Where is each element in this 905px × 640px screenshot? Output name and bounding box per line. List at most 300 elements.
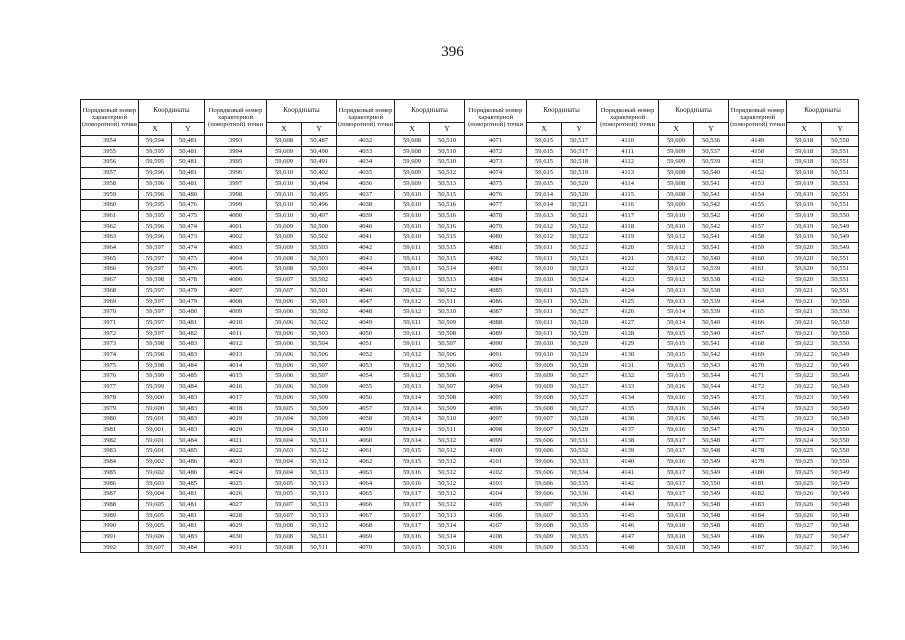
x-coordinate-cell: 59,606	[267, 307, 302, 318]
y-coordinate-cell: 50,541	[694, 178, 729, 189]
y-coordinate-cell: 50,483	[172, 403, 205, 414]
y-coordinate-cell: 50,550	[822, 210, 859, 221]
x-coordinate-cell: 59,615	[659, 350, 694, 361]
y-coordinate-cell: 50,512	[430, 478, 465, 489]
x-coordinate-cell: 59,609	[527, 542, 562, 553]
point-number-cell: 3960	[81, 200, 139, 211]
y-coordinate-cell: 50,527	[562, 307, 597, 318]
point-number-cell: 4159	[729, 243, 787, 254]
x-coordinate-cell: 59,610	[267, 210, 302, 221]
x-coordinate-cell: 59,617	[659, 446, 694, 457]
y-coordinate-cell: 50,483	[172, 392, 205, 403]
x-coordinate-cell: 59,610	[395, 232, 430, 243]
x-coordinate-cell: 59,601	[139, 435, 172, 446]
x-coordinate-cell: 59,618	[787, 168, 822, 179]
y-coordinate-cell: 50,510	[430, 157, 465, 168]
y-coordinate-cell: 50,501	[302, 296, 337, 307]
point-number-cell: 4154	[729, 189, 787, 200]
x-coordinate-cell: 59,620	[787, 264, 822, 275]
x-coordinate-cell: 59,623	[787, 392, 822, 403]
x-coordinate-cell: 59,610	[267, 178, 302, 189]
y-coordinate-cell: 50,522	[562, 243, 597, 254]
x-coordinate-cell: 59,607	[139, 542, 172, 553]
point-number-cell: 4133	[597, 382, 659, 393]
point-number-cell: 4042	[337, 243, 395, 254]
y-coordinate-cell: 50,490	[302, 146, 337, 157]
x-coordinate-cell: 59,605	[139, 510, 172, 521]
x-coordinate-cell: 59,625	[787, 478, 822, 489]
y-coordinate-cell: 50,550	[822, 317, 859, 328]
x-coordinate-cell: 59,604	[139, 489, 172, 500]
point-number-cell: 4046	[337, 285, 395, 296]
y-coordinate-cell: 50,509	[302, 392, 337, 403]
y-coordinate-cell: 50,548	[694, 510, 729, 521]
x-coordinate-cell: 59,610	[267, 189, 302, 200]
table-row	[81, 403, 859, 414]
point-number-cell: 4035	[337, 168, 395, 179]
point-number-cell: 4142	[597, 478, 659, 489]
x-coordinate-cell: 59,614	[395, 424, 430, 435]
point-number-cell: 4109	[465, 542, 527, 553]
table-row	[81, 136, 859, 147]
y-coordinate-cell: 50,551	[822, 146, 859, 157]
point-number-cell: 4083	[465, 264, 527, 275]
y-coordinate-cell: 50,503	[302, 253, 337, 264]
y-coordinate-cell: 50,481	[172, 146, 205, 157]
x-coordinate-cell: 59,619	[787, 232, 822, 243]
table-row	[81, 521, 859, 532]
table-row	[81, 157, 859, 168]
point-number-cell: 4128	[597, 328, 659, 339]
y-coordinate-cell: 50,548	[822, 499, 859, 510]
point-number-cell: 4023	[205, 457, 267, 468]
point-number-cell: 3976	[81, 371, 139, 382]
x-coordinate-cell: 59,617	[659, 489, 694, 500]
x-coordinate-cell: 59,626	[787, 499, 822, 510]
x-coordinate-cell: 59,609	[659, 157, 694, 168]
y-coordinate-cell: 50,541	[694, 232, 729, 243]
x-coordinate-cell: 59,606	[267, 360, 302, 371]
point-number-cell: 3963	[81, 232, 139, 243]
x-coordinate-cell: 59,620	[787, 243, 822, 254]
y-coordinate-cell: 50,523	[562, 253, 597, 264]
y-coordinate-cell: 50,551	[822, 157, 859, 168]
x-coordinate-cell: 59,609	[395, 157, 430, 168]
point-number-cell: 4185	[729, 521, 787, 532]
point-number-cell: 4024	[205, 467, 267, 478]
y-coordinate-cell: 50,550	[822, 435, 859, 446]
point-number-cell: 4091	[465, 350, 527, 361]
point-number-cell: 4013	[205, 350, 267, 361]
x-coordinate-cell: 59,606	[267, 317, 302, 328]
x-coordinate-cell: 59,614	[395, 403, 430, 414]
point-number-cell: 4137	[597, 424, 659, 435]
header-point-number: Порядковый номер характерной (поворотной) точки	[205, 100, 267, 136]
y-coordinate-cell: 50,549	[822, 467, 859, 478]
x-coordinate-cell: 59,615	[395, 446, 430, 457]
coordinates-table-wrapper	[80, 99, 850, 553]
point-number-cell: 4157	[729, 221, 787, 232]
x-coordinate-cell: 59,615	[395, 542, 430, 553]
y-coordinate-cell: 50,549	[822, 414, 859, 425]
y-coordinate-cell: 50,542	[694, 210, 729, 221]
point-number-cell: 4069	[337, 532, 395, 543]
x-coordinate-cell: 59,614	[659, 317, 694, 328]
y-coordinate-cell: 50,520	[562, 189, 597, 200]
x-coordinate-cell: 59,621	[787, 307, 822, 318]
x-coordinate-cell: 59,623	[787, 403, 822, 414]
x-coordinate-cell: 59,622	[787, 371, 822, 382]
point-number-cell: 4163	[729, 285, 787, 296]
x-coordinate-cell: 59,612	[395, 350, 430, 361]
x-coordinate-cell: 59,615	[527, 146, 562, 157]
x-coordinate-cell: 59,623	[787, 414, 822, 425]
y-coordinate-cell: 50,549	[822, 403, 859, 414]
point-number-cell: 3969	[81, 296, 139, 307]
y-coordinate-cell: 50,549	[822, 243, 859, 254]
table-row	[81, 189, 859, 200]
x-coordinate-cell: 59,608	[659, 168, 694, 179]
point-number-cell: 4082	[465, 253, 527, 264]
x-coordinate-cell: 59,607	[527, 424, 562, 435]
x-coordinate-cell: 59,622	[787, 382, 822, 393]
x-coordinate-cell: 59,621	[787, 285, 822, 296]
point-number-cell: 4099	[465, 435, 527, 446]
x-coordinate-cell: 59,609	[527, 532, 562, 543]
point-number-cell: 4008	[205, 296, 267, 307]
x-coordinate-cell: 59,609	[659, 136, 694, 147]
x-coordinate-cell: 59,609	[267, 146, 302, 157]
table-row	[81, 307, 859, 318]
y-coordinate-cell: 50,501	[302, 285, 337, 296]
point-number-cell: 4053	[337, 360, 395, 371]
y-coordinate-cell: 50,491	[302, 157, 337, 168]
y-coordinate-cell: 50,543	[694, 360, 729, 371]
y-coordinate-cell: 50,551	[822, 264, 859, 275]
point-number-cell: 3979	[81, 403, 139, 414]
y-coordinate-cell: 50,475	[172, 210, 205, 221]
x-coordinate-cell: 59,596	[139, 232, 172, 243]
x-coordinate-cell: 59,621	[787, 317, 822, 328]
x-coordinate-cell: 59,597	[139, 285, 172, 296]
x-coordinate-cell: 59,621	[787, 296, 822, 307]
point-number-cell: 3958	[81, 178, 139, 189]
y-coordinate-cell: 50,549	[694, 457, 729, 468]
y-coordinate-cell: 50,549	[694, 489, 729, 500]
table-row	[81, 350, 859, 361]
x-coordinate-cell: 59,612	[395, 296, 430, 307]
y-coordinate-cell: 50,539	[694, 296, 729, 307]
x-coordinate-cell: 59,610	[659, 210, 694, 221]
point-number-cell: 4110	[597, 136, 659, 147]
table-row	[81, 446, 859, 457]
y-coordinate-cell: 50,484	[172, 435, 205, 446]
point-number-cell: 4084	[465, 275, 527, 286]
y-coordinate-cell: 50,480	[172, 189, 205, 200]
y-coordinate-cell: 50,540	[694, 317, 729, 328]
point-number-cell: 4158	[729, 232, 787, 243]
y-coordinate-cell: 50,542	[694, 200, 729, 211]
x-coordinate-cell: 59,622	[787, 350, 822, 361]
x-coordinate-cell: 59,611	[527, 317, 562, 328]
point-number-cell: 4057	[337, 403, 395, 414]
x-coordinate-cell: 59,606	[267, 296, 302, 307]
x-coordinate-cell: 59,619	[787, 200, 822, 211]
y-coordinate-cell: 50,512	[430, 285, 465, 296]
x-coordinate-cell: 59,608	[267, 542, 302, 553]
x-coordinate-cell: 59,616	[659, 424, 694, 435]
table-row	[81, 264, 859, 275]
coordinates-table	[80, 99, 859, 553]
point-number-cell: 3971	[81, 317, 139, 328]
point-number-cell: 3982	[81, 435, 139, 446]
point-number-cell: 4012	[205, 339, 267, 350]
x-coordinate-cell: 59,606	[527, 457, 562, 468]
x-coordinate-cell: 59,626	[787, 489, 822, 500]
point-number-cell: 4100	[465, 446, 527, 457]
point-number-cell: 4018	[205, 403, 267, 414]
x-coordinate-cell: 59,616	[395, 532, 430, 543]
x-coordinate-cell: 59,597	[139, 317, 172, 328]
point-number-cell: 3974	[81, 350, 139, 361]
y-coordinate-cell: 50,551	[822, 189, 859, 200]
y-coordinate-cell: 50,515	[430, 232, 465, 243]
x-coordinate-cell: 59,617	[659, 499, 694, 510]
x-coordinate-cell: 59,610	[659, 221, 694, 232]
y-coordinate-cell: 50,524	[562, 275, 597, 286]
x-coordinate-cell: 59,615	[527, 168, 562, 179]
point-number-cell: 4002	[205, 232, 267, 243]
y-coordinate-cell: 50,510	[430, 307, 465, 318]
x-coordinate-cell: 59,607	[267, 499, 302, 510]
table-row	[81, 178, 859, 189]
point-number-cell: 4071	[465, 136, 527, 147]
x-coordinate-cell: 59,622	[787, 360, 822, 371]
y-coordinate-cell: 50,547	[822, 532, 859, 543]
y-coordinate-cell: 50,527	[562, 403, 597, 414]
y-coordinate-cell: 50,541	[694, 189, 729, 200]
point-number-cell: 4067	[337, 510, 395, 521]
y-coordinate-cell: 50,483	[172, 414, 205, 425]
point-number-cell: 3966	[81, 264, 139, 275]
x-coordinate-cell: 59,611	[527, 253, 562, 264]
x-coordinate-cell: 59,595	[139, 210, 172, 221]
y-coordinate-cell: 50,481	[172, 168, 205, 179]
point-number-cell: 4155	[729, 200, 787, 211]
point-number-cell: 4097	[465, 414, 527, 425]
point-number-cell: 4151	[729, 157, 787, 168]
x-coordinate-cell: 59,619	[787, 189, 822, 200]
y-coordinate-cell: 50,548	[694, 435, 729, 446]
x-coordinate-cell: 59,602	[139, 467, 172, 478]
point-number-cell: 4068	[337, 521, 395, 532]
point-number-cell: 4121	[597, 253, 659, 264]
x-coordinate-cell: 59,627	[787, 532, 822, 543]
x-coordinate-cell: 59,616	[395, 467, 430, 478]
x-coordinate-cell: 59,609	[527, 360, 562, 371]
x-coordinate-cell: 59,607	[527, 414, 562, 425]
y-coordinate-cell: 50,502	[302, 307, 337, 318]
y-coordinate-cell: 50,521	[562, 210, 597, 221]
header-y: Y	[694, 123, 729, 136]
x-coordinate-cell: 59,612	[395, 360, 430, 371]
point-number-cell: 4111	[597, 146, 659, 157]
table-row	[81, 360, 859, 371]
x-coordinate-cell: 59,627	[787, 542, 822, 553]
y-coordinate-cell: 50,551	[822, 275, 859, 286]
point-number-cell: 4009	[205, 307, 267, 318]
x-coordinate-cell: 59,597	[139, 264, 172, 275]
x-coordinate-cell: 59,625	[787, 446, 822, 457]
point-number-cell: 4039	[337, 210, 395, 221]
point-number-cell: 4014	[205, 360, 267, 371]
point-number-cell: 4132	[597, 371, 659, 382]
point-number-cell: 3990	[81, 521, 139, 532]
point-number-cell: 3991	[81, 532, 139, 543]
point-number-cell: 4062	[337, 457, 395, 468]
point-number-cell: 4029	[205, 521, 267, 532]
y-coordinate-cell: 50,484	[172, 542, 205, 553]
y-coordinate-cell: 50,483	[172, 339, 205, 350]
x-coordinate-cell: 59,606	[527, 446, 562, 457]
y-coordinate-cell: 50,546	[822, 542, 859, 553]
y-coordinate-cell: 50,502	[302, 232, 337, 243]
x-coordinate-cell: 59,608	[527, 392, 562, 403]
point-number-cell: 4180	[729, 467, 787, 478]
y-coordinate-cell: 50,515	[430, 189, 465, 200]
x-coordinate-cell: 59,609	[659, 146, 694, 157]
y-coordinate-cell: 50,529	[562, 328, 597, 339]
y-coordinate-cell: 50,481	[172, 178, 205, 189]
y-coordinate-cell: 50,512	[302, 446, 337, 457]
y-coordinate-cell: 50,537	[694, 146, 729, 157]
y-coordinate-cell: 50,548	[822, 521, 859, 532]
point-number-cell: 4019	[205, 414, 267, 425]
point-number-cell: 4096	[465, 403, 527, 414]
x-coordinate-cell: 59,604	[267, 435, 302, 446]
x-coordinate-cell: 59,612	[659, 275, 694, 286]
y-coordinate-cell: 50,481	[172, 489, 205, 500]
x-coordinate-cell: 59,604	[267, 457, 302, 468]
table-row	[81, 243, 859, 254]
point-number-cell: 4160	[729, 253, 787, 264]
point-number-cell: 3983	[81, 446, 139, 457]
x-coordinate-cell: 59,616	[659, 403, 694, 414]
x-coordinate-cell: 59,617	[395, 521, 430, 532]
point-number-cell: 4134	[597, 392, 659, 403]
point-number-cell: 4056	[337, 392, 395, 403]
point-number-cell: 3995	[205, 157, 267, 168]
point-number-cell: 3957	[81, 168, 139, 179]
point-number-cell: 4080	[465, 232, 527, 243]
point-number-cell: 4174	[729, 403, 787, 414]
point-number-cell: 4115	[597, 189, 659, 200]
point-number-cell: 4051	[337, 339, 395, 350]
x-coordinate-cell: 59,605	[267, 478, 302, 489]
y-coordinate-cell: 50,510	[430, 146, 465, 157]
y-coordinate-cell: 50,512	[430, 168, 465, 179]
y-coordinate-cell: 50,528	[562, 414, 597, 425]
y-coordinate-cell: 50,551	[822, 285, 859, 296]
x-coordinate-cell: 59,615	[659, 328, 694, 339]
y-coordinate-cell: 50,521	[562, 200, 597, 211]
x-coordinate-cell: 59,610	[395, 200, 430, 211]
y-coordinate-cell: 50,506	[302, 350, 337, 361]
point-number-cell: 4140	[597, 457, 659, 468]
x-coordinate-cell: 59,601	[139, 424, 172, 435]
x-coordinate-cell: 59,598	[139, 339, 172, 350]
x-coordinate-cell: 59,609	[267, 243, 302, 254]
x-coordinate-cell: 59,597	[139, 296, 172, 307]
x-coordinate-cell: 59,594	[139, 136, 172, 147]
point-number-cell: 4113	[597, 168, 659, 179]
x-coordinate-cell: 59,609	[267, 157, 302, 168]
y-coordinate-cell: 50,549	[822, 382, 859, 393]
table-row	[81, 532, 859, 543]
point-number-cell: 4076	[465, 189, 527, 200]
y-coordinate-cell: 50,508	[430, 328, 465, 339]
x-coordinate-cell: 59,611	[395, 264, 430, 275]
point-number-cell: 4153	[729, 178, 787, 189]
x-coordinate-cell: 59,622	[787, 339, 822, 350]
y-coordinate-cell: 50,529	[562, 350, 597, 361]
table-row	[81, 457, 859, 468]
point-number-cell: 4052	[337, 350, 395, 361]
y-coordinate-cell: 50,495	[302, 189, 337, 200]
point-number-cell: 3980	[81, 414, 139, 425]
point-number-cell: 4106	[465, 510, 527, 521]
y-coordinate-cell: 50,515	[430, 243, 465, 254]
x-coordinate-cell: 59,614	[527, 189, 562, 200]
header-point-number: Порядковый номер характерной (поворотной) точки	[337, 100, 395, 136]
y-coordinate-cell: 50,549	[822, 371, 859, 382]
x-coordinate-cell: 59,621	[787, 328, 822, 339]
point-number-cell: 4049	[337, 317, 395, 328]
header-y: Y	[302, 123, 337, 136]
x-coordinate-cell: 59,609	[527, 382, 562, 393]
point-number-cell: 4182	[729, 489, 787, 500]
y-coordinate-cell: 50,481	[172, 136, 205, 147]
point-number-cell: 4122	[597, 264, 659, 275]
y-coordinate-cell: 50,492	[302, 168, 337, 179]
point-number-cell: 4093	[465, 371, 527, 382]
x-coordinate-cell: 59,597	[139, 243, 172, 254]
x-coordinate-cell: 59,610	[527, 275, 562, 286]
point-number-cell: 4032	[337, 136, 395, 147]
x-coordinate-cell: 59,618	[787, 146, 822, 157]
y-coordinate-cell: 50,539	[694, 264, 729, 275]
x-coordinate-cell: 59,618	[787, 157, 822, 168]
y-coordinate-cell: 50,486	[172, 457, 205, 468]
point-number-cell: 4060	[337, 435, 395, 446]
x-coordinate-cell: 59,615	[527, 178, 562, 189]
point-number-cell: 4072	[465, 146, 527, 157]
y-coordinate-cell: 50,528	[562, 360, 597, 371]
point-number-cell: 4150	[729, 146, 787, 157]
x-coordinate-cell: 59,610	[395, 189, 430, 200]
x-coordinate-cell: 59,596	[139, 221, 172, 232]
x-coordinate-cell: 59,608	[395, 136, 430, 147]
x-coordinate-cell: 59,617	[659, 478, 694, 489]
y-coordinate-cell: 50,507	[302, 360, 337, 371]
header-point-number: Порядковый номер характерной (поворотной) точки	[597, 100, 659, 136]
point-number-cell: 4125	[597, 296, 659, 307]
point-number-cell: 3973	[81, 339, 139, 350]
point-number-cell: 3965	[81, 253, 139, 264]
point-number-cell: 4027	[205, 499, 267, 510]
point-number-cell: 4033	[337, 146, 395, 157]
y-coordinate-cell: 50,511	[302, 532, 337, 543]
